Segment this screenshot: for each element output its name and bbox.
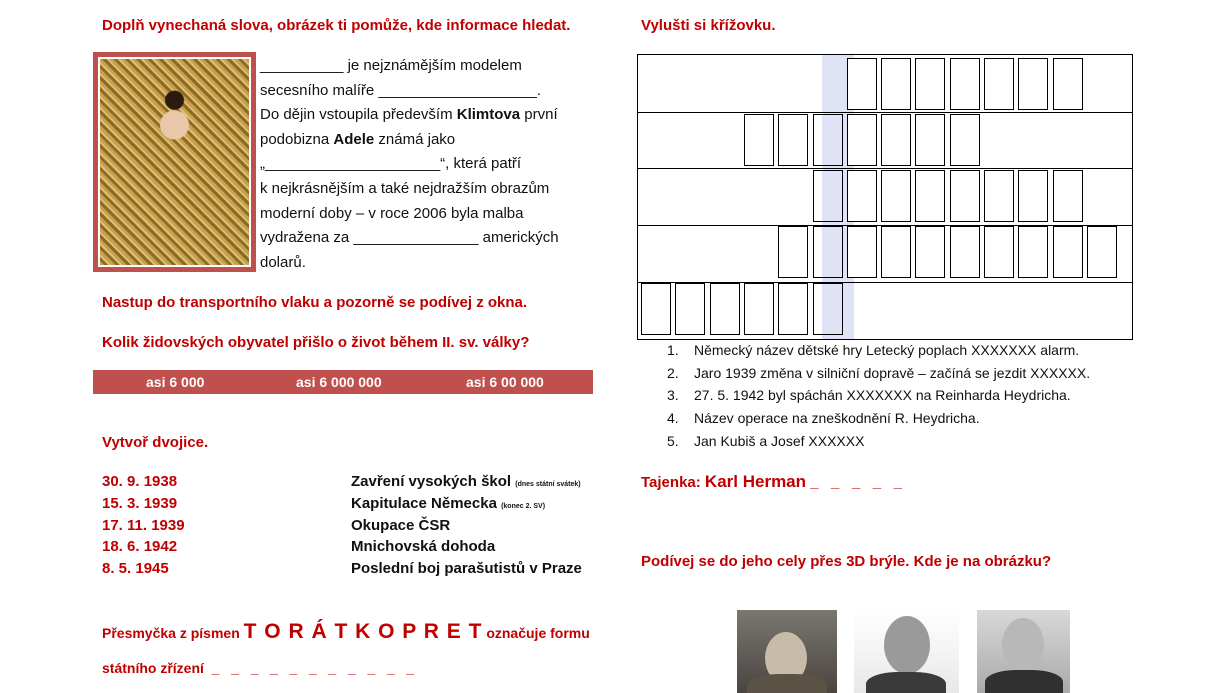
pair-event: Zavření vysokých škol (dnes státní svátek)	[351, 473, 581, 490]
crossword-cell[interactable]	[881, 58, 911, 110]
crossword-cell[interactable]	[915, 114, 945, 166]
crossword-cell[interactable]	[950, 226, 980, 278]
clue-item: 5. Jan Kubiš a Josef XXXXXX	[667, 432, 865, 449]
option-6000[interactable]: asi 6 000	[146, 374, 205, 390]
crossword-cell[interactable]	[1087, 226, 1117, 278]
task2-heading: Nastup do transportního vlaku a pozorně se podívej z okna.	[102, 294, 528, 311]
crossword-cell[interactable]	[778, 283, 808, 335]
task1-line: dolarů.	[260, 253, 306, 271]
options-bar	[93, 370, 593, 394]
crossword-cell[interactable]	[813, 283, 843, 335]
anagram-blanks: státního zřízení _ _ _ _ _ _ _ _ _ _ _	[102, 660, 415, 676]
pair-date: 8. 5. 1945	[102, 560, 169, 577]
crossword-cell[interactable]	[675, 283, 705, 335]
crossword-cell[interactable]	[881, 226, 911, 278]
crossword-cell[interactable]	[1053, 58, 1083, 110]
crossword-cell[interactable]	[950, 58, 980, 110]
crossword-cell[interactable]	[1053, 226, 1083, 278]
tajenka-value: Karl Herman	[704, 472, 807, 491]
pair-date: 15. 3. 1939	[102, 495, 178, 512]
crossword-cell[interactable]	[915, 226, 945, 278]
pair-event: Mnichovská dohoda	[351, 538, 496, 555]
portrait-photo-2	[854, 610, 959, 693]
task1-line: __________ je nejznámějším modelem	[260, 57, 522, 74]
clue-item: 3. 27. 5. 1942 byl spáchán XXXXXXX na Reinharda Heydricha.	[667, 387, 1071, 404]
cell-heading: Podívej se do jeho cely přes 3D brýle. Kde je na obrázku?	[641, 553, 1052, 570]
task1-line: vydražena za _______________ amerických	[260, 229, 559, 247]
crossword-cell[interactable]	[847, 114, 877, 166]
clue-item: 1. Německý název dětské hry Letecký poplach XXXXXXX alarm.	[667, 342, 1080, 358]
crossword-cell[interactable]	[847, 226, 877, 278]
crossword-cell[interactable]	[813, 226, 843, 278]
pair-date: 18. 6. 1942	[102, 538, 178, 555]
pair-date: 30. 9. 1938	[102, 473, 178, 490]
pair-event: Okupace ČSR	[351, 517, 451, 534]
crossword-cell[interactable]	[744, 283, 774, 335]
anagram-line: Přesmyčka z písmen T O R Á T K O P R E T označuje formu	[102, 620, 590, 643]
clue-item: 4. Název operace na zneškodnění R. Heydricha.	[667, 410, 980, 427]
option-6000000[interactable]: asi 6 000 000	[296, 374, 382, 390]
crossword-cell[interactable]	[984, 226, 1014, 278]
crossword-cell[interactable]	[881, 170, 911, 222]
painting-frame	[93, 52, 256, 272]
crossword-cell[interactable]	[984, 170, 1014, 222]
crossword-cell[interactable]	[778, 226, 808, 278]
crossword-cell[interactable]	[710, 283, 740, 335]
crossword-cell[interactable]	[1053, 170, 1083, 222]
task4-heading: Vytvoř dvojice.	[102, 434, 209, 451]
pair-event: Kapitulace Německa (konec 2. SV)	[351, 495, 546, 512]
crossword-cell[interactable]	[984, 58, 1014, 110]
crossword-cell[interactable]	[744, 114, 774, 166]
crossword-heading: Vylušti si křížovku.	[641, 17, 776, 34]
crossword-cell[interactable]	[847, 170, 877, 222]
adele-portrait-image	[100, 59, 249, 265]
task1-heading: Doplň vynechaná slova, obrázek ti pomůže, kde informace hledat.	[102, 17, 571, 34]
crossword-cell[interactable]	[847, 58, 877, 110]
task1-line: moderní doby – v roce 2006 byla malba	[260, 204, 524, 222]
portrait-photo-1	[737, 610, 837, 693]
pair-date: 17. 11. 1939	[102, 517, 185, 534]
crossword-cell[interactable]	[813, 114, 843, 166]
pair-event: Poslední boj parašutistů v Praze	[351, 560, 582, 577]
task1-text	[260, 54, 600, 275]
crossword-grid	[637, 54, 1133, 340]
task1-line: „_____________________“, která patří	[260, 155, 522, 173]
crossword-cell[interactable]	[641, 283, 671, 335]
task3-heading: Kolik židovských obyvatel přišlo o život během II. sv. války?	[102, 334, 530, 351]
crossword-cell[interactable]	[1018, 226, 1048, 278]
crossword-cell[interactable]	[813, 170, 843, 222]
crossword-cell[interactable]	[881, 114, 911, 166]
portrait-photo-3	[977, 610, 1070, 693]
crossword-cell[interactable]	[1018, 170, 1048, 222]
anagram-letters: T O R Á T K O P R E T	[243, 620, 483, 643]
crossword-cell[interactable]	[915, 58, 945, 110]
task1-line: Do dějin vstoupila především Klimtova první	[260, 106, 558, 124]
crossword-cell[interactable]	[1018, 58, 1048, 110]
task1-line: secesního malíře ___________________.	[260, 81, 542, 99]
task1-line: k nejkrásnějším a také nejdražším obrazům	[260, 179, 550, 197]
tajenka-line: Tajenka: Karl Herman _ _ _ _ _	[641, 472, 902, 491]
task1-line: podobizna Adele známá jako	[260, 130, 456, 148]
clue-item: 2. Jaro 1939 změna v silniční dopravě – začíná se jezdit XXXXXX.	[667, 364, 1091, 381]
option-600000[interactable]: asi 6 00 000	[466, 374, 544, 390]
crossword-cell[interactable]	[950, 170, 980, 222]
crossword-cell[interactable]	[950, 114, 980, 166]
crossword-cell[interactable]	[915, 170, 945, 222]
crossword-cell[interactable]	[778, 114, 808, 166]
crossword-clues	[667, 339, 1090, 453]
